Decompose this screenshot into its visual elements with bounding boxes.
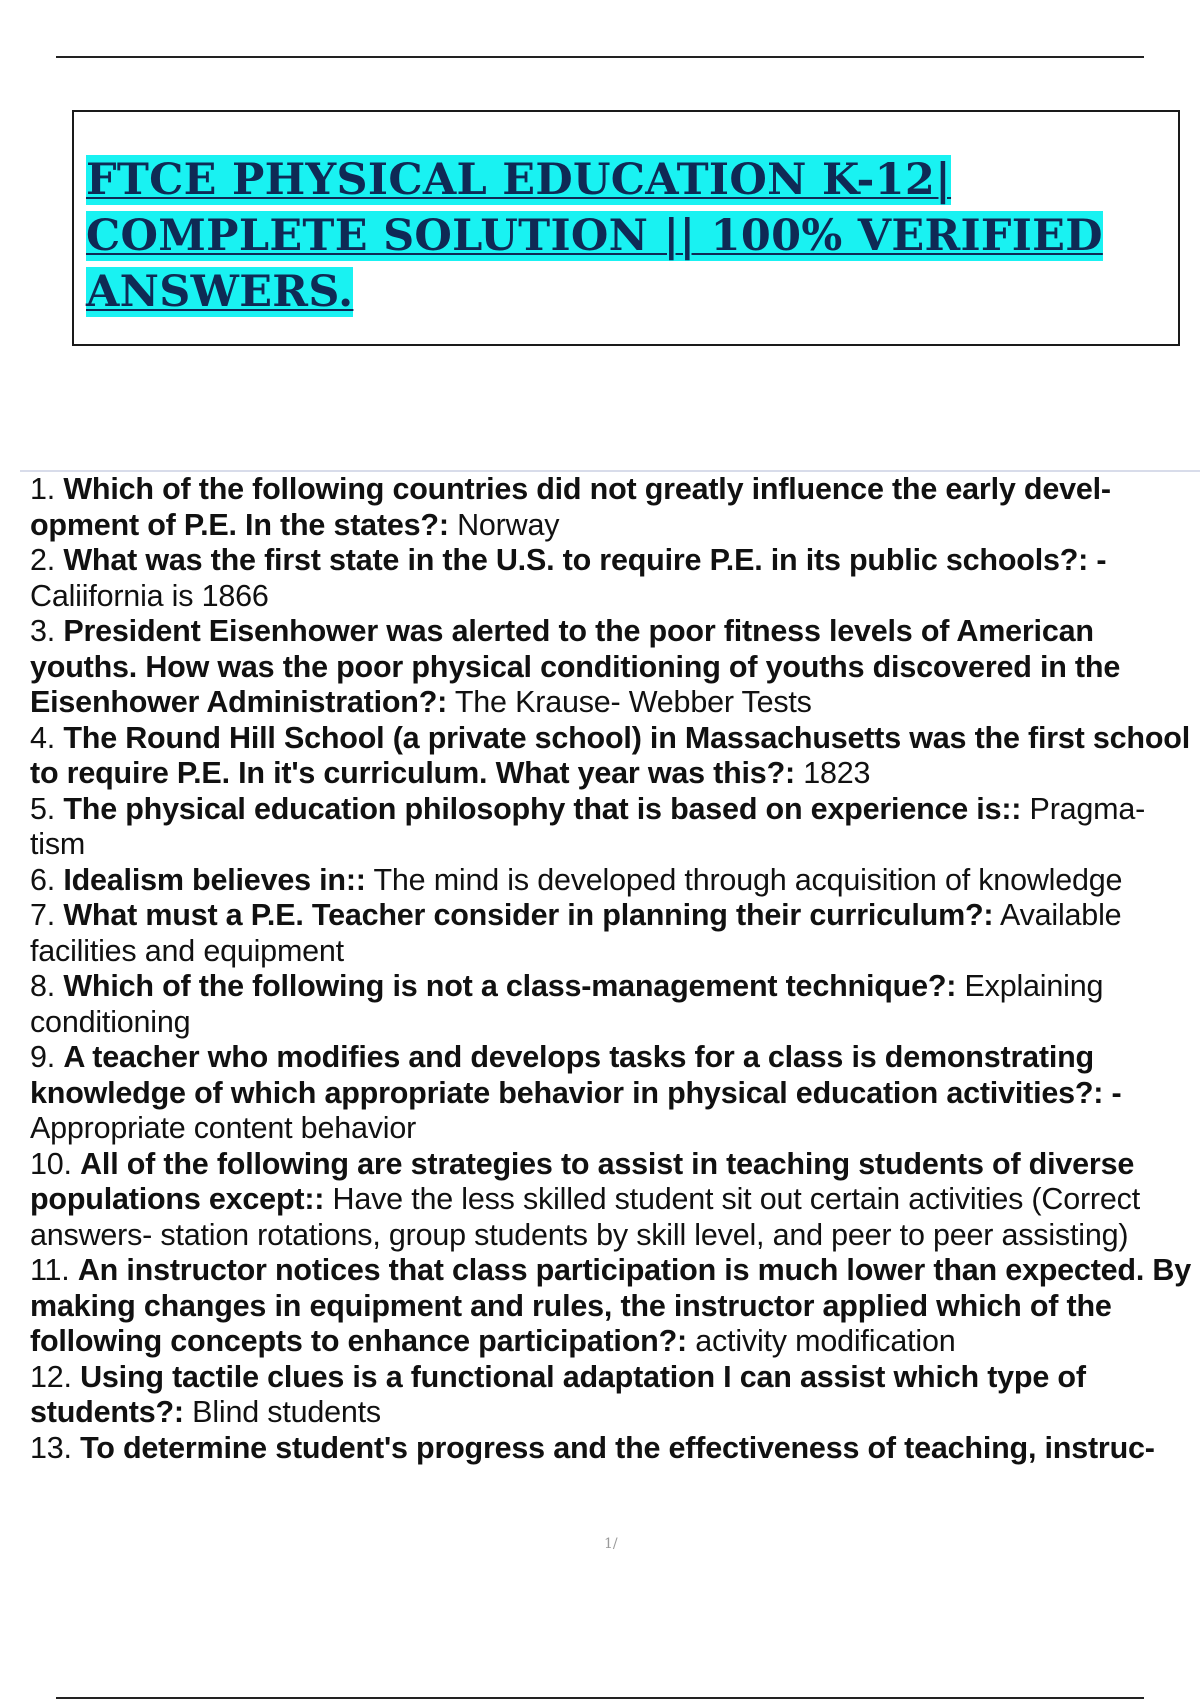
qa-answer: Norway [457,507,560,542]
qa-item [30,898,1200,969]
qa-question: The Round Hill School (a private school) in Massachusetts was the first school to require P.E. In it's curriculum. What year was this?: [30,720,1190,790]
qa-question: Using tactile clues is a functional adaptation I can assist which type of students?: [30,1359,1086,1429]
qa-number: 10. [30,1146,72,1181]
page-number: 1/ [604,1536,618,1552]
qa-answer: The mind is developed through acquisition of knowledge [373,862,1123,897]
qa-item [30,1360,1200,1431]
qa-question: What was the first state in the U.S. to require P.E. in its public schools?: - [63,543,1107,577]
qa-question: The physical education philosophy that is based on experience is:: [63,791,1022,826]
qa-number: 9. [30,1040,56,1074]
qa-item [30,472,1200,543]
qa-item [30,614,1200,721]
qa-number: 1. [30,472,56,506]
qa-question: An instructor notices that class participation is much lower than expected. By making changes in equipment and rules, the instructor applied which of the following concepts to enhance participation?: [30,1253,1191,1358]
qa-item [30,969,1200,1040]
qa-question: All of the following are strategies to assist in teaching students of diverse populations except:: [30,1146,1135,1216]
qa-answer: Available facilities and equipment [30,898,1122,968]
qa-question: To determine student's progress and the effectiveness of teaching, instruc- [80,1430,1155,1465]
qa-item [30,792,1200,863]
title-line-3: ANSWERS. [86,267,354,317]
qa-item [30,1431,1200,1467]
qa-answer: Pragma- tism [30,791,1146,861]
qa-number: 5. [30,791,56,826]
qa-answer: Caliifornia is 1866 [30,578,269,613]
qa-answer: Appropriate content behavior [30,1111,417,1145]
qa-item [30,721,1200,792]
qa-question: Idealism believes in:: [63,862,366,897]
title-line-1: FTCE PHYSICAL EDUCATION K-12| [86,155,952,205]
bottom-rule [56,1697,1144,1699]
qa-number: 7. [30,898,56,932]
qa-number: 2. [30,543,56,577]
qa-number: 6. [30,862,56,897]
top-rule [56,56,1144,58]
qa-answer: Have the less skilled student sit out certain activities (Correct answers- station rotations, group students by skill level, and peer to peer assisting) [30,1182,1140,1252]
qa-answer: Explaining conditioning [30,969,1104,1039]
qa-question: A teacher who modifies and develops tasks for a class is demonstrating knowledge of which appropriate behavior in physical education activities?: - [30,1040,1122,1110]
qa-answer: 1823 [803,756,871,790]
qa-list [30,472,1200,1466]
qa-item [30,543,1200,614]
qa-question: What must a P.E. Teacher consider in planning their curriculum?: [63,898,994,932]
qa-number: 3. [30,614,56,648]
qa-item [30,1147,1200,1254]
qa-answer: activity modification [695,1324,956,1358]
document-title [86,152,1126,320]
qa-item [30,1253,1200,1360]
title-box [72,110,1180,346]
qa-item [30,1040,1200,1147]
qa-number: 11. [30,1253,70,1287]
qa-answer: Blind students [192,1395,381,1429]
qa-number: 13. [30,1430,72,1465]
title-line-2: COMPLETE SOLUTION || 100% VERIFIED [86,211,1103,261]
qa-question: President Eisenhower was alerted to the poor fitness levels of American youths. How was the poor physical conditioning of youths discovered in the Eisenhower Administration?: [30,614,1121,719]
qa-question: Which of the following countries did not greatly influence the early devel- opment of P.E. In the states?: [30,472,1111,542]
qa-question: Which of the following is not a class-management technique?: [63,969,957,1003]
qa-answer: The Krause- Webber Tests [454,685,812,719]
qa-item [30,863,1200,899]
qa-number: 8. [30,969,56,1003]
qa-number: 4. [30,720,56,755]
qa-number: 12. [30,1359,72,1394]
